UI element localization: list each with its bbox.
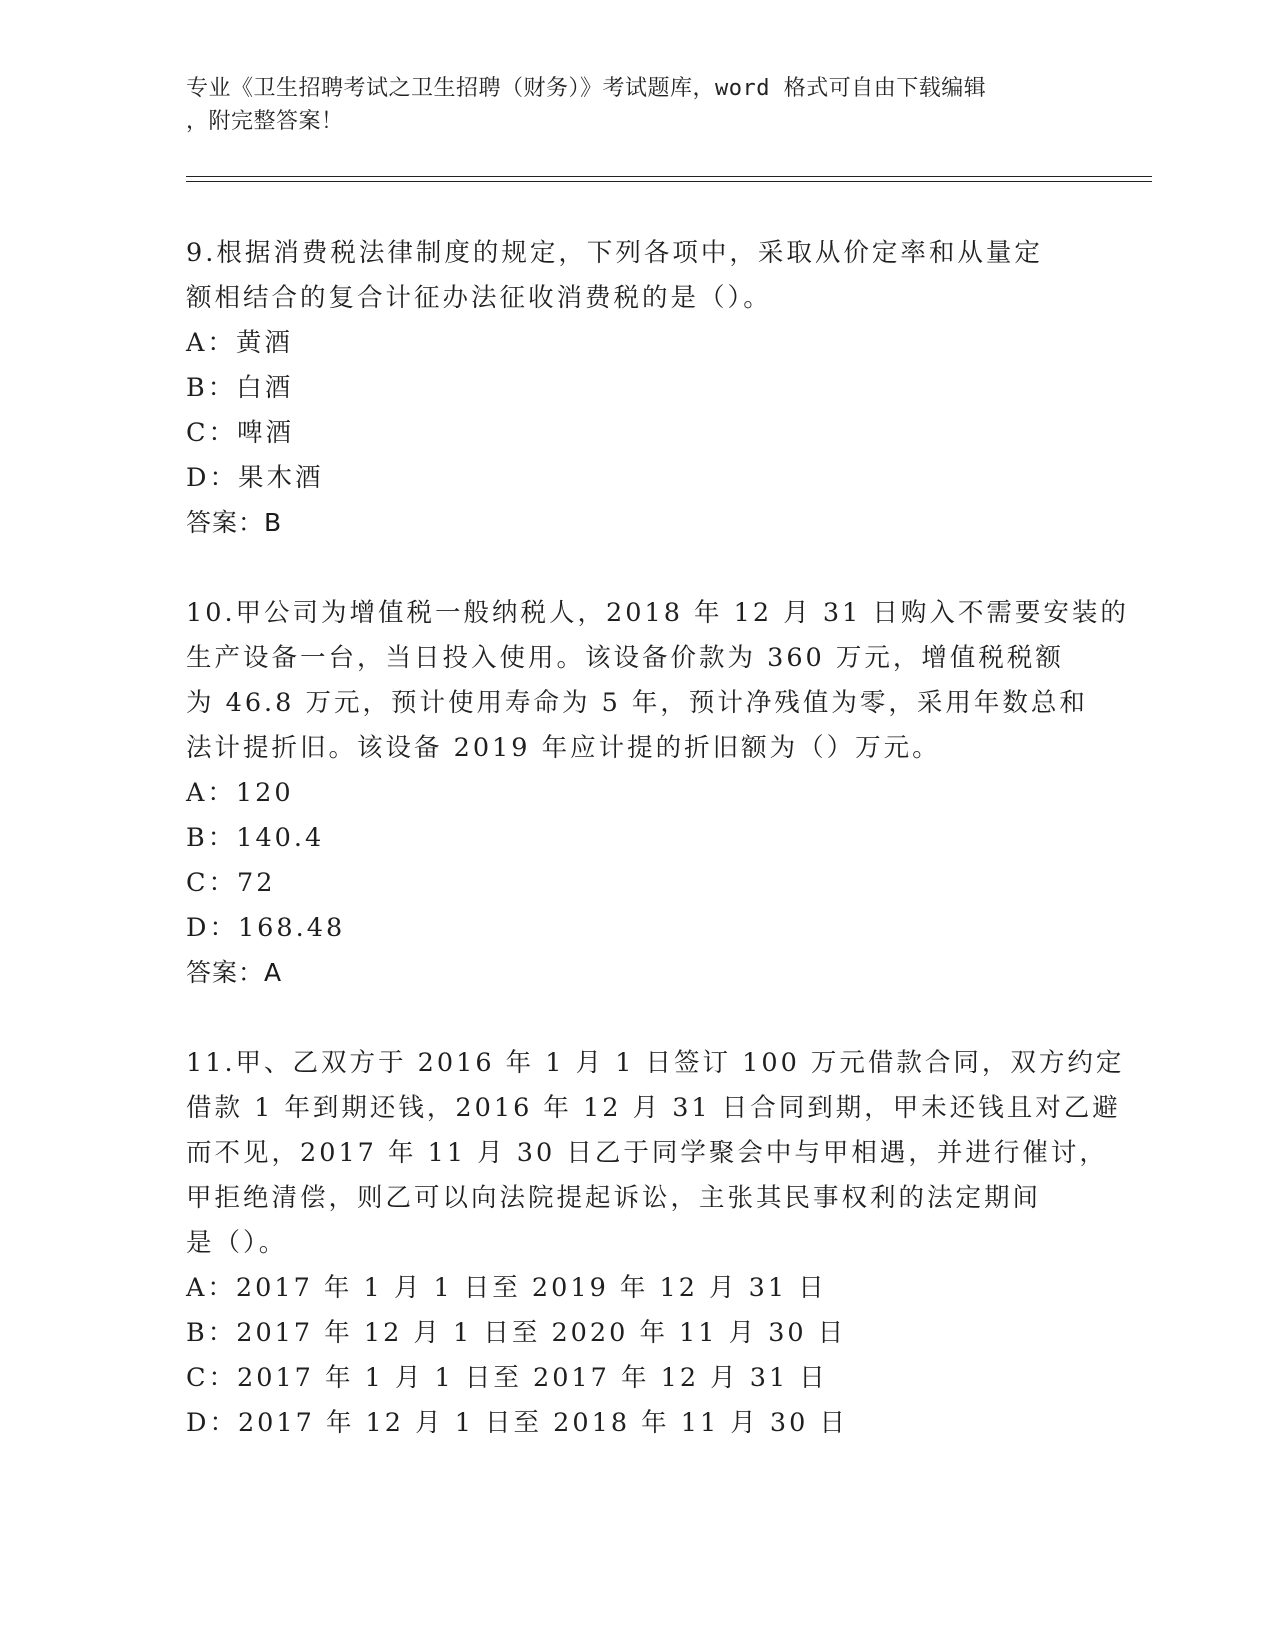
question-stem-line: 10.甲公司为增值税一般纳税人，2018 年 12 月 31 日购入不需要安装的 xyxy=(186,598,1129,628)
question-stem-line: 11.甲、乙双方于 2016 年 1 月 1 日签订 100 万元借款合同，双方约定 xyxy=(186,1048,1125,1078)
option-c: C：72 xyxy=(186,868,276,898)
option-b: B：140.4 xyxy=(186,823,325,853)
question-stem-line: 而不见，2017 年 11 月 30 日乙于同学聚会中与甲相遇，并进行催讨， xyxy=(186,1138,1108,1168)
option-d: D：2017 年 12 月 1 日至 2018 年 11 月 30 日 xyxy=(186,1408,848,1438)
document-header xyxy=(186,72,1086,138)
option-d: D：168.48 xyxy=(186,913,346,943)
answer-label: 答案：A xyxy=(186,958,283,987)
option-b: B：白酒 xyxy=(186,373,294,403)
option-d: D：果木酒 xyxy=(186,463,324,493)
question-stem-line: 借款 1 年到期还钱，2016 年 12 月 31 日合同到期，甲未还钱且对乙避 xyxy=(186,1093,1121,1123)
option-c: C：啤酒 xyxy=(186,418,295,448)
question-stem-line: 额相结合的复合计征办法征收消费税的是（）。 xyxy=(186,283,772,313)
option-b: B：2017 年 12 月 1 日至 2020 年 11 月 30 日 xyxy=(186,1318,847,1348)
option-a: A：120 xyxy=(186,778,294,808)
header-divider-bottom xyxy=(186,181,1152,182)
answer-label: 答案：B xyxy=(186,508,283,537)
header-divider-top xyxy=(186,176,1152,177)
header-line-2: ，附完整答案！ xyxy=(186,109,344,134)
question-stem-line: 甲拒绝清偿，则乙可以向法院提起诉讼，主张其民事权利的法定期间 xyxy=(186,1183,1042,1213)
question-stem-line: 为 46.8 万元，预计使用寿命为 5 年，预计净残值为零，采用年数总和 xyxy=(186,688,1088,718)
question-stem-line: 法计提折旧。该设备 2019 年应计提的折旧额为（）万元。 xyxy=(186,733,941,763)
option-c: C：2017 年 1 月 1 日至 2017 年 12 月 31 日 xyxy=(186,1363,828,1393)
question-stem-line: 9.根据消费税法律制度的规定，下列各项中，采取从价定率和从量定 xyxy=(186,238,1043,268)
option-a: A：2017 年 1 月 1 日至 2019 年 12 月 31 日 xyxy=(186,1273,827,1303)
question-stem-line: 生产设备一台，当日投入使用。该设备价款为 360 万元，增值税税额 xyxy=(186,643,1064,673)
question-stem-line: 是（）。 xyxy=(186,1228,288,1258)
header-line-1: 专业《卫生招聘考试之卫生招聘（财务）》考试题库，word 格式可自由下载编辑 xyxy=(186,76,987,101)
option-a: A：黄酒 xyxy=(186,328,293,358)
